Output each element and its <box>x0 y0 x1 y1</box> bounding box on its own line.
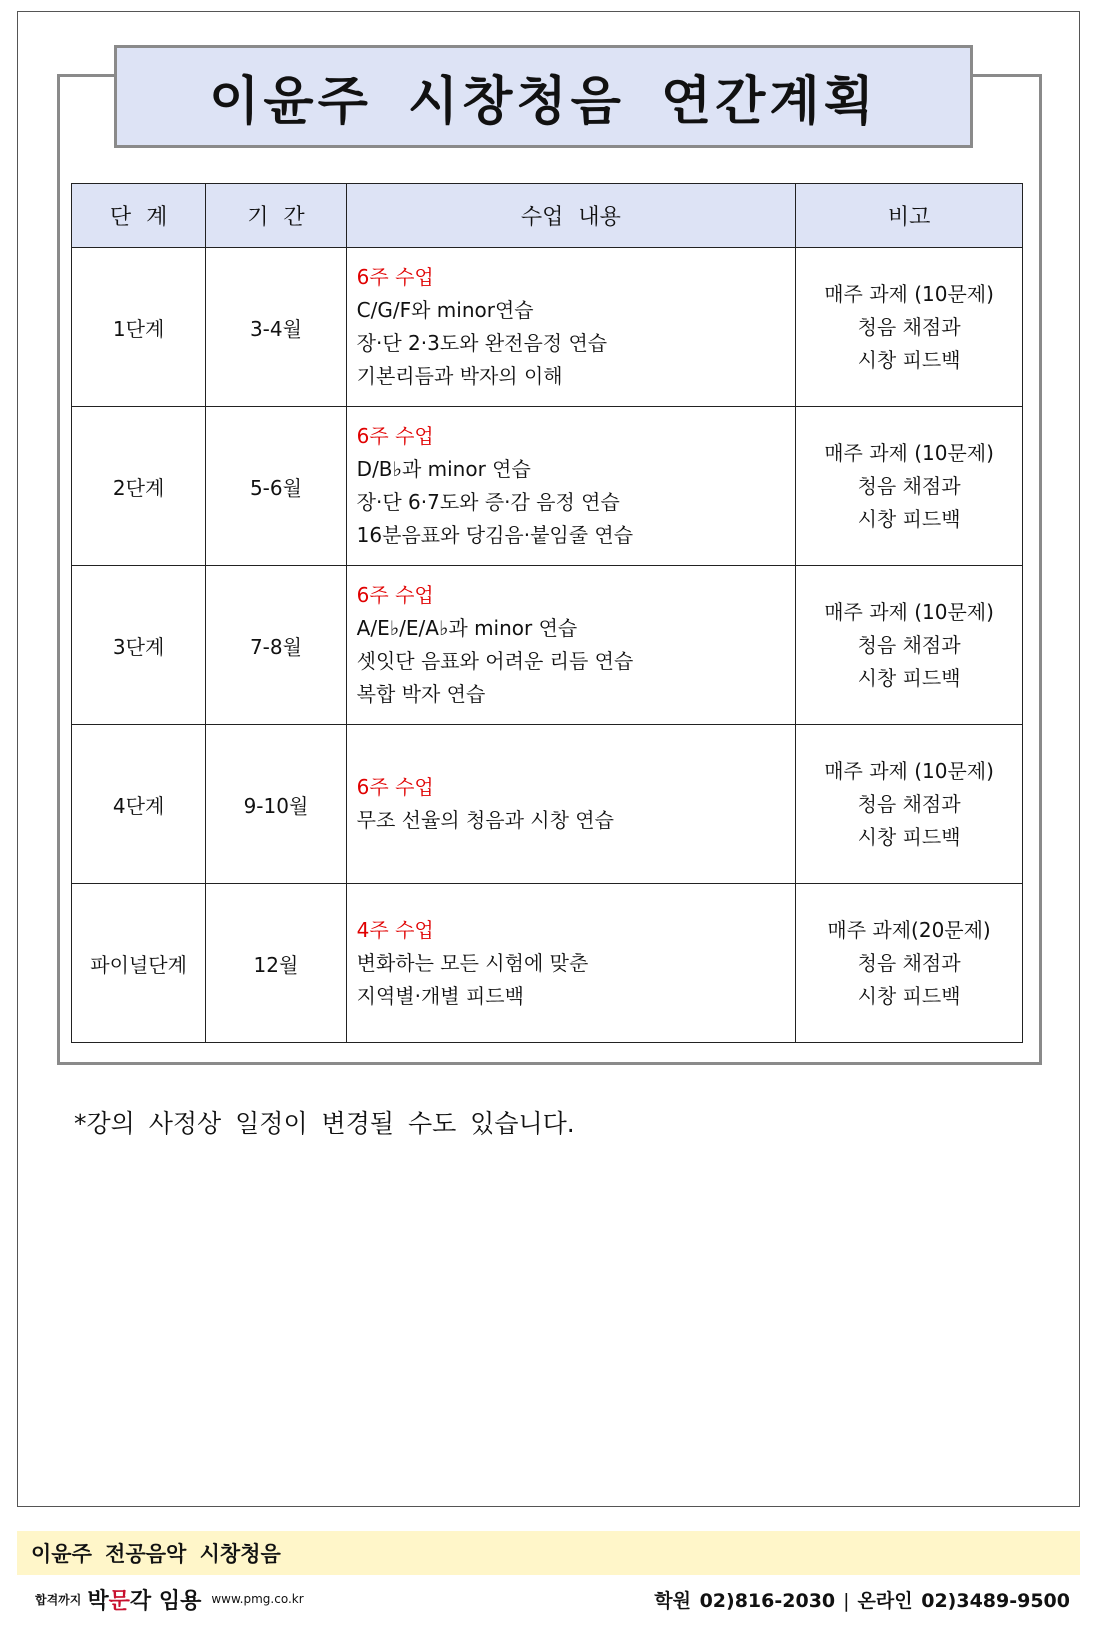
online-phone: 온라인 02)3489-9500 <box>857 1589 1070 1612</box>
weeks-label: 6주 수업 <box>356 583 434 607</box>
brand-url[interactable]: www.pmg.co.kr <box>211 1592 304 1606</box>
content-line: 복합 박자 연습 <box>356 682 486 706</box>
note-line: 매주 과제 (10문제) <box>824 758 994 783</box>
content-cell <box>346 884 795 1043</box>
stage-cell: 1단계 <box>72 248 206 407</box>
note-line: 시창 피드백 <box>857 824 961 849</box>
academy-phone: 학원 02)816-2030 <box>654 1589 836 1612</box>
brand-logo <box>87 1584 201 1615</box>
schedule-notice: *강의 사정상 일정이 변경될 수도 있습니다. <box>74 1109 575 1138</box>
period-cell: 12월 <box>206 884 346 1043</box>
period-cell: 3-4월 <box>206 248 346 407</box>
content-line: 장·단 6·7도와 증·감 음정 연습 <box>356 490 620 514</box>
logo-char-accent: 문 <box>108 1588 130 1614</box>
annual-plan-table <box>71 183 1023 1043</box>
weeks-label: 6주 수업 <box>356 265 434 289</box>
note-line: 시창 피드백 <box>857 347 961 372</box>
note-line: 청음 채점과 <box>857 632 961 657</box>
note-cell <box>796 725 1023 884</box>
note-cell <box>796 566 1023 725</box>
period-cell: 5-6월 <box>206 407 346 566</box>
content-line: 장·단 2·3도와 완전음정 연습 <box>356 331 608 355</box>
logo-char: 박 <box>87 1588 109 1614</box>
content-cell <box>346 566 795 725</box>
page-title: 이윤주 시창청음 연간계획 <box>209 72 878 132</box>
note-line: 매주 과제(20문제) <box>827 917 991 942</box>
content-line: 변화하는 모든 시험에 맞춘 <box>356 950 589 975</box>
content-line: D/B♭과 minor 연습 <box>356 457 531 481</box>
period-cell: 7-8월 <box>206 566 346 725</box>
footer-course-title: 이윤주 전공음악 시창청음 <box>31 1542 281 1566</box>
brand <box>35 1584 304 1615</box>
header-content: 수업 내용 <box>346 184 795 248</box>
table-row <box>72 725 1023 884</box>
content-line: 기본리듬과 박자의 이해 <box>356 364 563 388</box>
stage-cell: 4단계 <box>72 725 206 884</box>
period-cell: 9-10월 <box>206 725 346 884</box>
title-box <box>114 45 973 148</box>
footer-course-bar <box>17 1531 1080 1575</box>
note-line: 매주 과제 (10문제) <box>824 440 994 465</box>
weeks-label: 4주 수업 <box>356 917 434 942</box>
table-row <box>72 566 1023 725</box>
weeks-label: 6주 수업 <box>356 775 434 799</box>
stage-cell: 2단계 <box>72 407 206 566</box>
table-row <box>72 248 1023 407</box>
logo-suffix: 임용 <box>151 1588 202 1614</box>
content-cell <box>346 248 795 407</box>
header-period: 기 간 <box>206 184 346 248</box>
footer-bottom <box>17 1582 1080 1616</box>
table-header-row <box>72 184 1023 248</box>
note-line: 시창 피드백 <box>857 665 961 690</box>
note-line: 청음 채점과 <box>857 473 961 498</box>
note-line: 시창 피드백 <box>857 983 961 1008</box>
logo-char: 각 <box>129 1588 152 1614</box>
content-cell <box>346 725 795 884</box>
content-line: A/E♭/E/A♭과 minor 연습 <box>356 616 578 640</box>
stage-cell: 3단계 <box>72 566 206 725</box>
content-line: 셋잇단 음표와 어려운 리듬 연습 <box>356 649 634 673</box>
header-stage: 단 계 <box>72 184 206 248</box>
contact-separator: | <box>843 1589 850 1612</box>
note-line: 청음 채점과 <box>857 791 961 816</box>
content-line: 16분음표와 당김음·붙임줄 연습 <box>356 523 634 547</box>
weeks-label: 6주 수업 <box>356 424 434 448</box>
header-note: 비고 <box>796 184 1023 248</box>
brand-tagline: 합격까지 <box>35 1592 82 1607</box>
note-line: 청음 채점과 <box>857 314 961 339</box>
contact-info <box>654 1586 1070 1613</box>
note-line: 매주 과제 (10문제) <box>824 599 994 624</box>
note-line: 시창 피드백 <box>857 506 961 531</box>
content-line: 지역별·개별 피드백 <box>356 983 524 1008</box>
note-line: 청음 채점과 <box>857 950 961 975</box>
content-cell <box>346 407 795 566</box>
note-cell <box>796 407 1023 566</box>
note-cell <box>796 884 1023 1043</box>
content-line: 무조 선율의 청음과 시창 연습 <box>356 808 614 832</box>
note-cell <box>796 248 1023 407</box>
stage-cell: 파이널단계 <box>72 884 206 1043</box>
note-line: 매주 과제 (10문제) <box>824 281 994 306</box>
content-line: C/G/F와 minor연습 <box>356 298 534 322</box>
table-row <box>72 884 1023 1043</box>
table-row <box>72 407 1023 566</box>
